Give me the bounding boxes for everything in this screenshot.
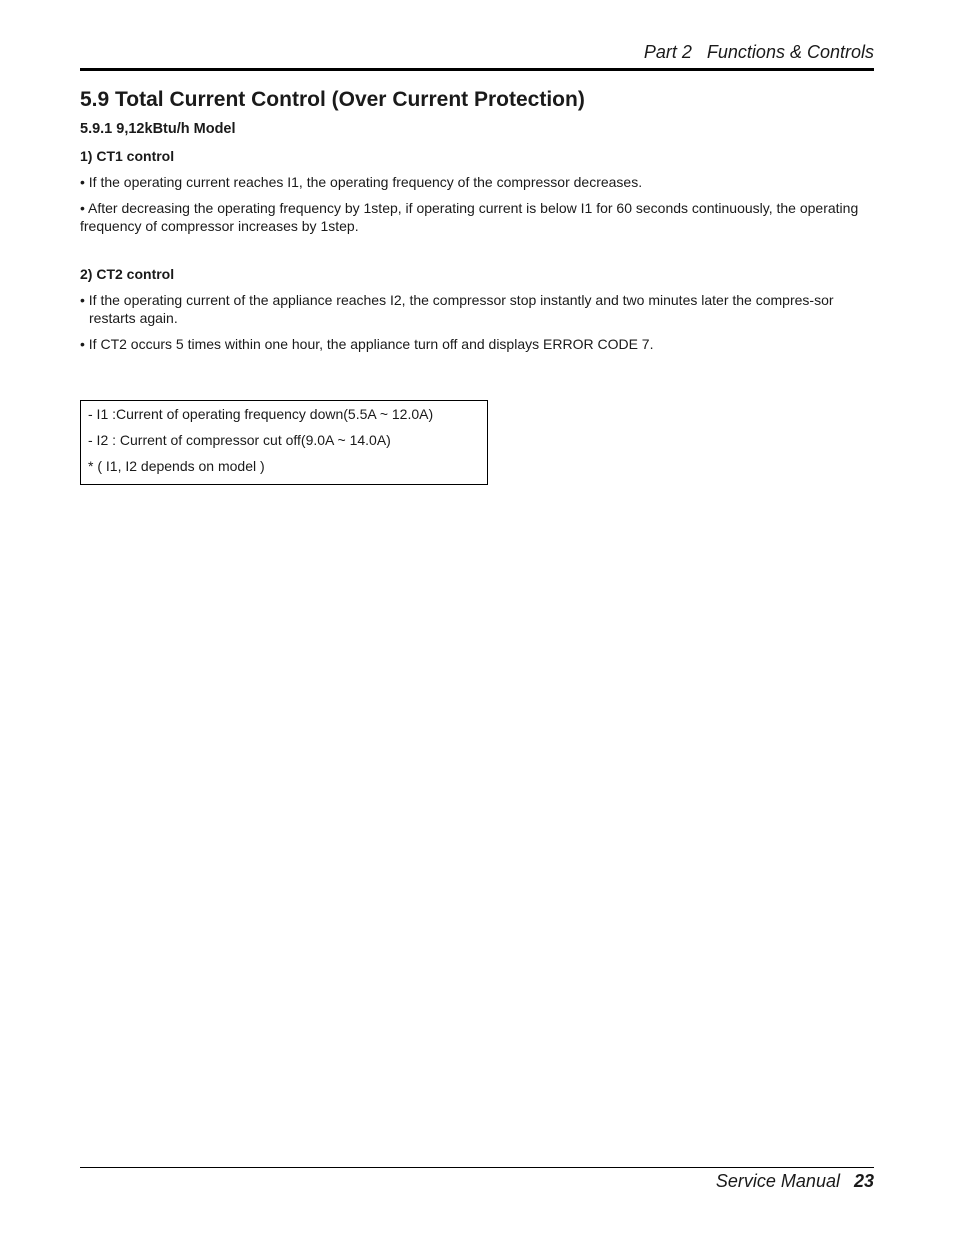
ct2-block xyxy=(80,265,870,353)
footer-label: Service Manual xyxy=(715,1171,840,1191)
definitions-box xyxy=(80,400,488,485)
page-header xyxy=(80,40,874,71)
page-number: 23 xyxy=(853,1171,874,1191)
definition-i2: - I2 : Current of compressor cut off(9.0A ~ 14.0A) xyxy=(88,432,391,448)
ct1-title: 1) CT1 control xyxy=(80,148,175,164)
footer-text xyxy=(716,1171,874,1192)
ct1-paragraph-2: • After decreasing the operating frequency by 1step, if operating current is below I1 for 60 seconds continuously, the operating frequency of compressor increases by 1step. xyxy=(80,200,859,234)
header-text: Part 2 Functions & Controls xyxy=(643,42,874,62)
ct2-paragraph-2: • If CT2 occurs 5 times within one hour, the appliance turn off and displays ERROR CODE 7. xyxy=(80,336,654,352)
ct1-paragraph-1: • If the operating current reaches I1, the operating frequency of the compressor decreases. xyxy=(80,174,643,190)
ct2-title: 2) CT2 control xyxy=(80,266,175,282)
page-footer xyxy=(80,1167,874,1198)
definition-i1: - I1 :Current of operating frequency down(5.5A ~ 12.0A) xyxy=(88,406,434,422)
definition-note: * ( I1, I2 depends on model ) xyxy=(88,458,265,474)
section-title: 5.9 Total Current Control (Over Current Protection) xyxy=(80,88,585,111)
subsection-title: 5.9.1 9,12kBtu/h Model xyxy=(80,121,236,137)
main-content xyxy=(80,86,870,353)
ct2-paragraph-1: • If the operating current of the appliance reaches I2, the compressor stop instantly and two minutes later the compres-sor restarts again. xyxy=(80,292,834,326)
ct1-block xyxy=(80,147,870,235)
